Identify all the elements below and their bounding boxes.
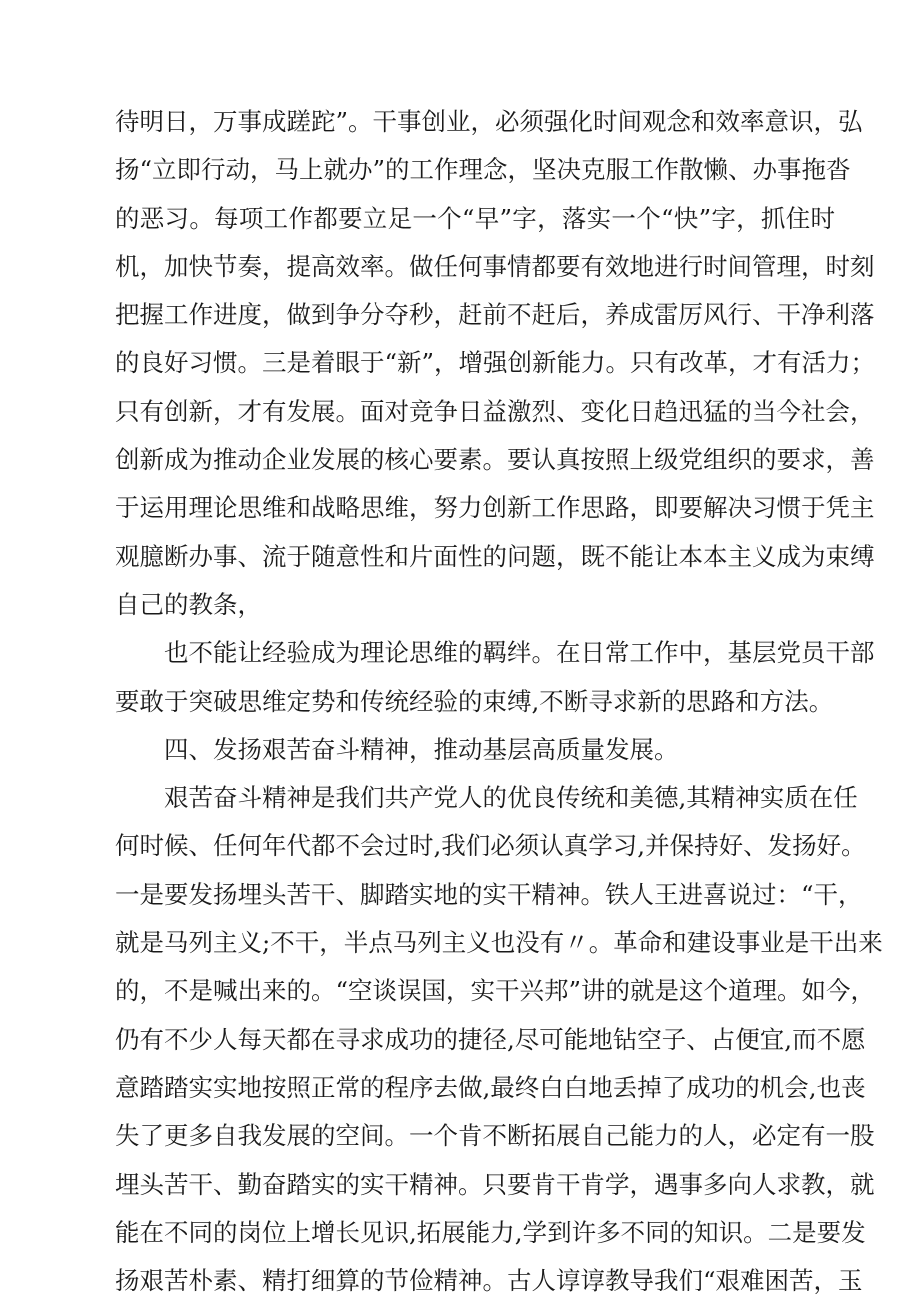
- paragraph-first-line: 也不能让经验成为理论思维的羁绊。在日常工作中，基层党员干部: [164, 638, 875, 668]
- text-line: 扬艰苦朴素、精打细算的节俭精神。古人谆谆教导我们“艰难困苦，玉: [115, 1266, 863, 1296]
- text-line: 的良好习惯。三是着眼于“新”，增强创新能力。只有改革，才有活力；: [115, 348, 876, 378]
- text-line: 只有创新，才有发展。面对竞争日益激烈、变化日趋迅猛的当今社会，: [115, 396, 875, 426]
- text-line: 就是马列主义;不干，半点马列主义也没有〃。革命和建设事业是干出来: [115, 928, 883, 958]
- text-line: 于运用理论思维和战略思维，努力创新工作思路，即要解决习惯于凭主: [115, 493, 875, 523]
- text-line: 扬“立即行动，马上就办”的工作理念，坚决克服工作散懒、办事拖沓: [115, 155, 851, 185]
- text-line: 机，加快节奏，提高效率。做任何事情都要有效地进行时间管理，时刻: [115, 251, 875, 281]
- text-line: 的，不是喊出来的。“空谈误国，实干兴邦”讲的就是这个道理。如今，: [115, 976, 876, 1006]
- text-line: 仍有不少人每天都在寻求成功的捷径,尽可能地钻空子、占便宜,而不愿: [115, 1024, 866, 1054]
- text-line: 要敢于突破思维定势和传统经验的束缚,不断寻求新的思路和方法。: [115, 686, 834, 716]
- text-line: 的恶习。每项工作都要立足一个“早”字，落实一个“快”字，抓住时: [115, 203, 835, 233]
- text-line: 自己的教条，: [115, 589, 262, 619]
- text-line: 观臆断办事、流于随意性和片面性的问题，既不能让本本主义成为束缚: [115, 541, 875, 571]
- text-line: 把握工作进度，做到争分夺秒，赶前不赶后，养成雷厉风行、干净利落: [115, 300, 875, 330]
- paragraph-first-line: 艰苦奋斗精神是我们共产党人的优良传统和美德,其精神实质在任: [164, 783, 858, 813]
- section-heading: 四、发扬艰苦奋斗精神，推动基层高质量发展。: [164, 734, 679, 764]
- document-body: [115, 98, 883, 1305]
- text-line: 失了更多自我发展的空间。一个肯不断拓展自己能力的人，必定有一股: [115, 1121, 875, 1151]
- text-line: 能在不同的岗位上增长见识,拓展能力,学到许多不同的知识。二是要发: [115, 1217, 866, 1247]
- text-line: 意踏踏实实地按照正常的程序去做,最终白白地丢掉了成功的机会,也丧: [115, 1072, 866, 1102]
- text-line: 何时候、任何年代都不会过时,我们必须认真学习,并保持好、发扬好。: [115, 831, 866, 861]
- text-line: 埋头苦干、勤奋踏实的实干精神。只要肯干肯学，遇事多向人求教，就: [115, 1169, 875, 1199]
- text-line: 一是要发扬埋头苦干、脚踏实地的实干精神。铁人王进喜说过：“干，: [115, 879, 863, 909]
- text-line: 创新成为推动企业发展的核心要素。要认真按照上级党组织的要求，善: [115, 445, 875, 475]
- text-line: 待明日，万事成蹉跎”。干事创业，必须强化时间观念和效率意识，弘: [115, 107, 863, 136]
